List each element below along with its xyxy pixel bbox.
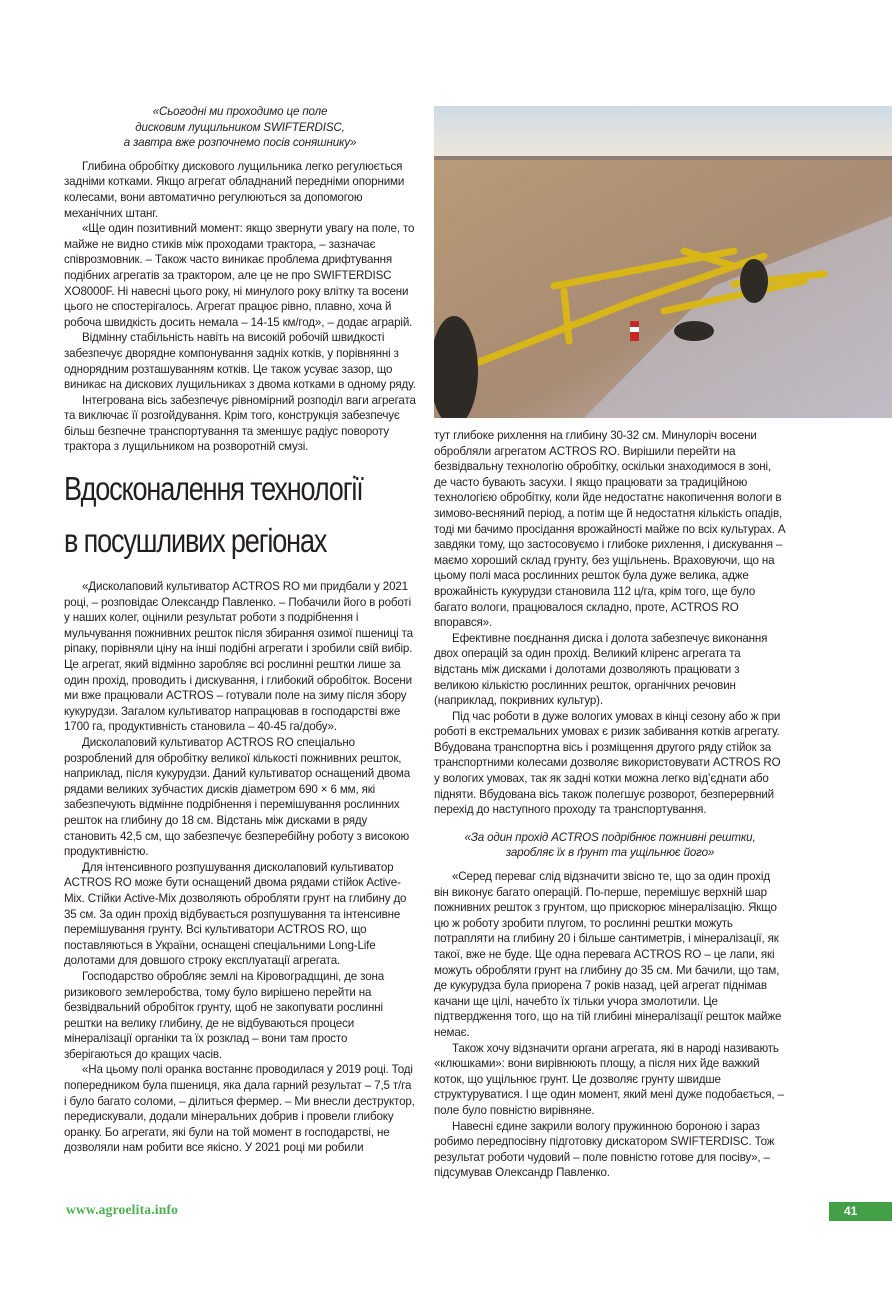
footer-website-link[interactable]: www.agroelita.info: [66, 1202, 179, 1217]
section-heading-line: Вдосконалення технології: [64, 470, 363, 508]
right-column: [434, 428, 786, 1181]
pull-quote-line: «За один прохід ACTROS подрібнює пожнивні рештки,: [464, 830, 756, 844]
cultivator-illustration-icon: [434, 106, 892, 418]
paragraph: Ефективне поєднання диска і долота забезпечує виконання двох операцій за один прохід. Великий кліренс агрегата та відстань між дисками і долотами дозволяють працювати з великою кількістю рослинних решток, органічних речовин (наприклад, покривних культур).: [434, 631, 768, 708]
paragraph: Інтегрована вісь забезпечує рівномірний розподіл ваги агрегата та виключає її розгойдування. Крім того, конструкція забезпечує більш безпечне транспортування та зменшує радіус повороту трактора з лущильником на розворотній смузі.: [64, 393, 416, 454]
paragraph: «Ще один позитивний момент: якщо звернути увагу на поле, то майже не видно стиків між проходами трактора, – зазначає співрозмовник. – Також часто виникає проблема дрифтування подібних агрегатів за трактором, але це не про SWIFTERDISC XO8000F. Ні навесні цього року, ні минулого року влітку та восени цього не спостерігалось. Агрегат працює рівно, плавно, хоча й робоча швидкість досить немала – 14-15 км/год», – додає аграрій.: [64, 222, 415, 329]
left-column: [64, 104, 416, 1156]
section-heading-line: в посушливих регіонах: [64, 522, 327, 560]
pull-quote-line: а завтра вже розпочнемо посів соняшнику»: [123, 136, 357, 150]
paragraph: Дисколаповий культиватор ACTROS RO спеціально розроблений для обробітку великої кількості пожнивних решток, наприклад, після кукурудзи. Даний культиватор оснащений двома рядами великих зубчастих дисків діаметром 690 × 6 мм, які забезпечують відмінне подрібнення і перемішування рослинних решток на глибину до 18 см. Відстань між дисками в ряду становить 42,5 см, що забезпечує безперебійну роботу з високою продуктивністю.: [64, 736, 411, 859]
paragraph: «Серед переваг слід відзначити звісно те, що за один прохід він виконує багато операцій. По-перше, перемішує верхній шар пожнивних решток з грунтом, що прискорює мінералізацію. Якщо цю ж роботу зробити плугом, то рослинні рештки можуть потрапляти на глибину 20 і більше сантиметрів, і мінералізації, як такої, вже не буде. Ще одна перевага ACTROS RO – це лапи, які можуть обробляти грунт на глибину до 35 см. Ми бачили, що там, де кукурудза була приорена 7 років назад, цей агрегат піднімав качани ще цілі, начебто їх тільки учора змолотили. Це підтвердження того, що на тій глибині мінералізації решток майже немає.: [434, 870, 782, 1039]
paragraph: «Дисколаповий культиватор ACTROS RO ми придбали у 2021 році, – розповідає Олександр Павленко. – Побачили його в роботі у наших колег, оцінили результат роботи з подрібнення і мульчування пожнивних решток після збирання озимої пшениці та ріпаку, порівняли ціну на інші подібні агрегати і зробили свій вибір. Це агрегат, який відмінно заробляє всі рослинні рештки лише за один прохід, проводить і дискування, і глибокий обробіток. Восени ми вже працювали ACTROS – готували поле на зиму після збору кукурудзи. Загалом культиватор напрацював в господарстві вже 1700 га, продуктивність становила – 40-45 га/добу».: [64, 580, 413, 734]
paragraph: «На цьому полі оранка востаннє проводилася у 2019 році. Тоді попередником була пшениця, яка дала гарний результат – 7,5 т/га і було багато соломи, – ділиться фермер. – Ми внесли деструктор, передискували, додали мінеральних добрив і провели глибоку оранку. Бо агрегати, які були на той момент в господарстві, не дозволяли нам робити все якісно. У 2021 році ми робили: [64, 1063, 415, 1155]
pull-quote-line: дисковим лущильником SWIFTERDISC,: [135, 120, 345, 134]
paragraph: Також хочу відзначити органи агрегата, які в народі називають «клюшками»: вони вирівнюють площу, а після них йде важкий коток, що ущільнює грунт. Це дозволяє грунту швидше структуруватися. І ще один момент, який мені дуже подобається, – поле було повністю вирівняне.: [434, 1041, 784, 1117]
paragraph: Відмінну стабільність навіть на високій робочій швидкості забезпечує дворядне компонування задніх котків, у порівнянні з однорядним розташуванням котків. Це також усуває зазор, що виникає на дискових лущильниках з двома котками в одному ряду.: [64, 331, 416, 392]
pull-quote-line: «Сьогодні ми проходимо це поле: [152, 105, 328, 118]
paragraph: Для інтенсивного розпушування дисколаповий культиватор ACTROS RO може бути оснащений двома рядами стійок Active-Mix. Стійки Active-Mix дозволяють обробляти грунт на глибину до 35 см. За один прохід відбувається розпушування та інтенсивне перемішування грунту. Всі культиватори ACTROS RO, що поставляються в України, оснащені спеціальними Long-Life долотами для довшого строку експлуатації агрегата.: [64, 860, 407, 968]
pull-quote-top: [64, 104, 416, 151]
pull-quote-line: заробляє їх в ґрунт та ущільнює його»: [505, 846, 715, 860]
page-number-badge: 41: [829, 1202, 892, 1221]
paragraph: Глибина обробітку дискового лущильника легко регулюється задніми котками. Якщо агрегат обладнаний передніми опорними колесами, вони автоматично регулюються за допомогою механічних штанг.: [64, 159, 405, 220]
field-cultivator-photo: [434, 106, 892, 418]
paragraph: Господарство обробляє землі на Кіровоградщині, де зона ризикового землеробства, тому було вирішено перейти на безвідвальний обробіток грунту, щоб не закопувати рослинні рештки на велику глибину, де не відбуваються процеси мінералізації органіки та їх розклад – вони там просто зберігаються до кращих часів.: [64, 969, 385, 1061]
pull-quote-bottom: [434, 830, 786, 861]
paragraph: Під час роботи в дуже вологих умовах в кінці сезону або ж при роботі в екстремальних умовах є ризик забивання котків агрегату. Вбудована транспортна вісь і розміщення другого ряду стійок за транспортними колесами дозволяє використовувати ACTROS RO у вологих умовах, так як задні котки можна легко від’єднати або підняти. Вбудована вісь також полегшує розворот, безперервний перехід до наступного проходу та транспортування.: [434, 709, 781, 817]
paragraph: тут глибоке рихлення на глибину 30-32 см. Минулоріч восени обробляли агрегатом ACTROS RO. Вирішили перейти на безвідвальну технологію обробітку, оскільки знаходимося в зоні, де часто бувають засухи. І якщо працювати за традиційною технологією обробітку, коли йде недостатнє накопичення вологи в зимово-весняний період, а потім ще й недостатня кількість опадів, тоді ми бачимо просідання врожайності майже по всіх культурах. А завдяки тому, що застосовуємо і глибоке рихлення, і дискування – маємо хороший склад грунту, без ущільнень. Враховуючи, що на цьому полі маса рослинних решток була дуже велика, адже врожайність кукурудзи становила 112 ц/га, крім того, ще було багато вологи, працювалося складно, проте, ACTROS RO впорався».: [434, 429, 786, 630]
section-heading: [64, 463, 363, 567]
paragraph: Навесні єдине закрили вологу пружинною бороною і зараз робимо передпосівну підготовку дискатором SWIFTERDISC. Тож результат роботи чудовий – поле повністю готове для посіву», – підсумував Олександр Павленко.: [434, 1119, 775, 1180]
